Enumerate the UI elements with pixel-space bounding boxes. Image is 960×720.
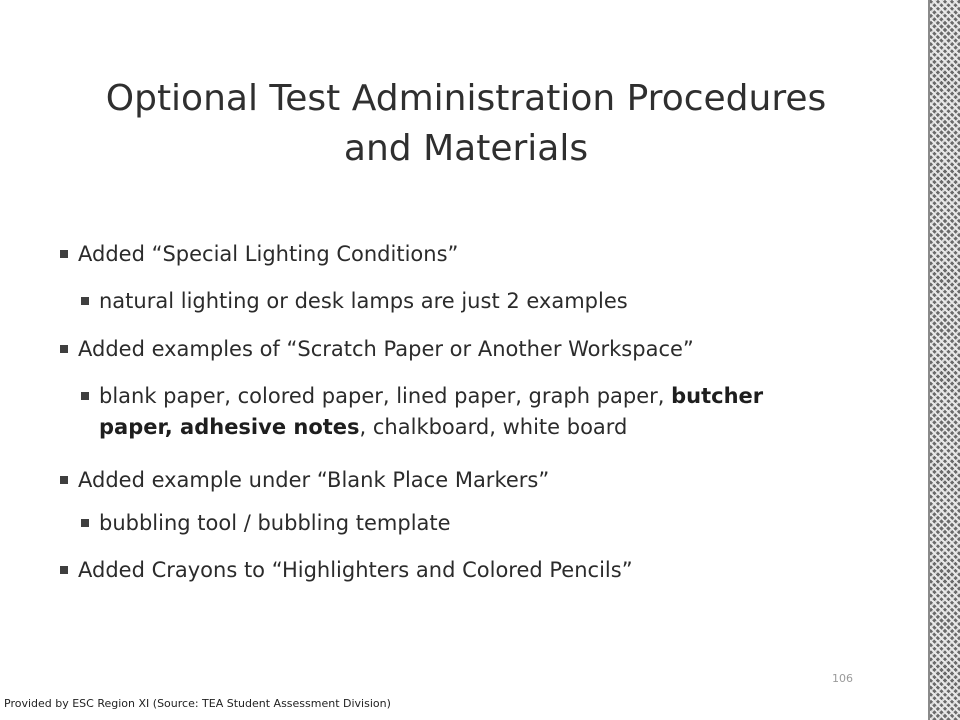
bullet-text: bubbling tool / bubbling template: [99, 511, 451, 535]
bullet-item: [78, 239, 458, 270]
square-bullet-icon: [81, 297, 89, 305]
square-bullet-icon: [60, 566, 68, 574]
bullet-text-line-2: [99, 415, 627, 439]
page-number: 106: [832, 672, 853, 685]
bullet-bold-text: butcher: [671, 384, 764, 408]
bullet-item: [78, 334, 694, 365]
bullet-item: [78, 465, 549, 496]
decorative-side-stripe: [930, 0, 960, 720]
footer-credit: Provided by ESC Region XI (Source: TEA Student Assessment Division): [4, 697, 391, 710]
title-line-1: Optional Test Administration Procedures: [105, 78, 827, 119]
square-bullet-icon: [60, 476, 68, 484]
bullet-text: Added Crayons to “Highlighters and Colored Pencils”: [78, 558, 633, 582]
bullet-item: [78, 555, 633, 586]
title-line-2: and Materials: [343, 128, 589, 169]
square-bullet-icon: [60, 345, 68, 353]
sub-bullet-item: [99, 381, 763, 443]
bullet-text-line-1: [99, 384, 763, 408]
bullet-text-part: , chalkboard, white board: [359, 415, 628, 439]
bullet-text: Added example under “Blank Place Markers”: [78, 468, 550, 492]
bullet-text: natural lighting or desk lamps are just 2 examples: [99, 289, 628, 313]
sub-bullet-item: [99, 508, 451, 539]
square-bullet-icon: [81, 392, 89, 400]
bullet-text: Added “Special Lighting Conditions”: [78, 242, 459, 266]
square-bullet-icon: [81, 519, 89, 527]
square-bullet-icon: [60, 250, 68, 258]
bullet-bold-text: paper, adhesive notes: [99, 415, 360, 439]
bullet-text: Added examples of “Scratch Paper or Another Workspace”: [78, 337, 694, 361]
bullet-text-part: blank paper, colored paper, lined paper, graph paper,: [99, 384, 672, 408]
sub-bullet-item: [99, 286, 628, 317]
